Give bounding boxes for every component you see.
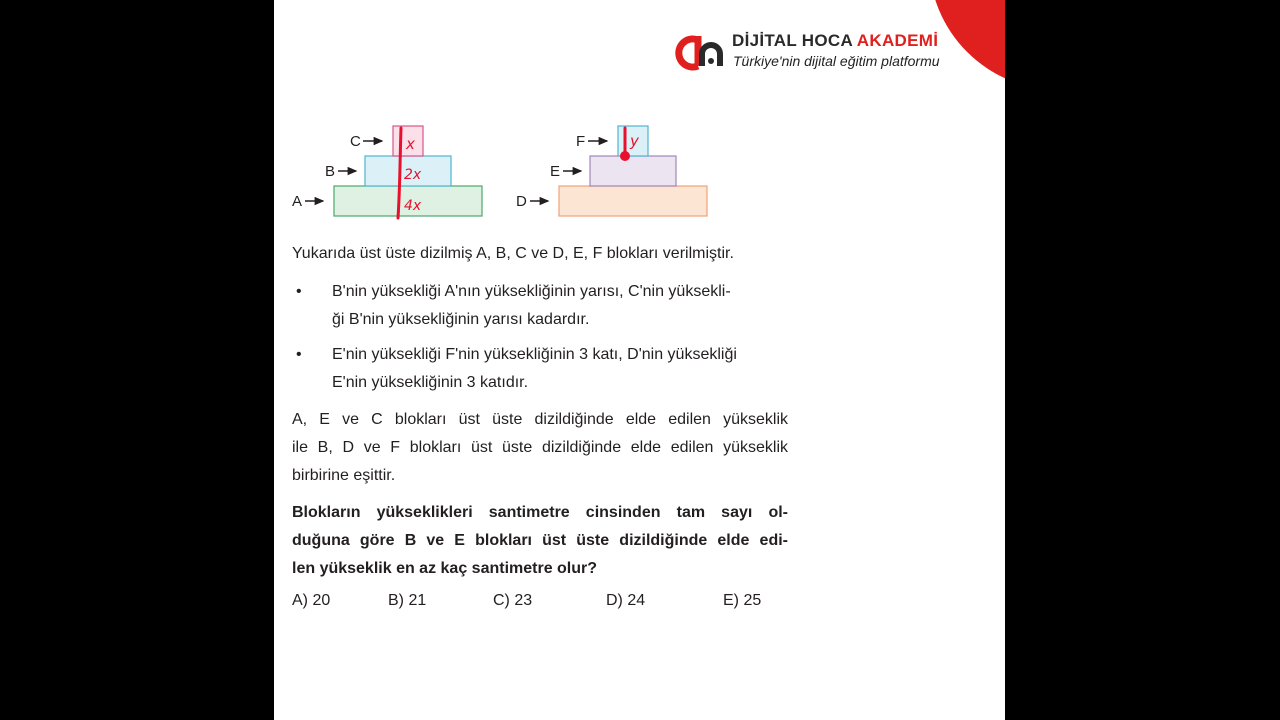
statement-line-1: A, E ve C blokları üst üste dizildiğinde elde edilen yükseklik [292,411,788,428]
label-e: E [550,163,561,180]
choice-d[interactable]: D) 24 [606,592,646,609]
brand-name [732,31,938,51]
bullet-1-dot: • [296,283,302,300]
block-e [590,156,676,186]
left-block-stack [292,126,482,218]
worksheet-page [274,0,1005,720]
choice-e[interactable]: E) 25 [723,592,762,609]
choice-c[interactable]: C) 23 [493,592,533,609]
choice-a[interactable]: A) 20 [292,592,331,609]
bullet-2 [332,341,788,397]
label-a: A [292,193,303,210]
intro-text: Yukarıda üst üste dizilmiş A, B, C ve D, E, F blokları verilmiştir. [292,245,734,262]
dh-logo-icon [674,30,724,74]
bullet-2-line-1: E'nin yüksekliği F'nin yüksekliğinin 3 katı, D'nin yüksekliği [332,346,737,363]
choice-b[interactable]: B) 21 [388,592,427,609]
ink-x: x [406,135,415,153]
bullet-2-dot: • [296,346,302,363]
bullet-1 [332,278,788,334]
question-text [292,499,788,583]
corner-decoration [929,0,1005,90]
ink-4x: 4x [404,198,422,214]
label-f: F [576,133,586,150]
brand-name-main: DİJİTAL HOCA [732,31,857,50]
ink-y: y [630,132,639,150]
label-b: B [325,163,336,180]
label-d: D [516,193,527,210]
label-c: C [350,133,361,150]
statement-text [292,406,788,490]
block-figures [274,118,794,228]
ink-2x: 2x [404,167,422,183]
bullet-1-line-2: ği B'nin yüksekliğinin yarısı kadardır. [332,311,590,328]
brand-tagline: Türkiye'nin dijital eğitim platformu [733,53,940,69]
question-line-3: len yükseklik en az kaç santimetre olur? [292,560,598,577]
bullet-2-line-2: E'nin yüksekliğinin 3 katıdır. [332,374,529,391]
right-block-stack [516,126,707,216]
question-line-2: duğuna göre B ve E blokları üst üste dizildiğinde elde edi- [292,532,788,549]
ink-dot [620,151,630,161]
question-line-1: Blokların yükseklikleri santimetre cinsinden tam sayı ol- [292,504,788,521]
block-d [559,186,707,216]
statement-line-3: birbirine eşittir. [292,467,396,484]
brand-name-accent: AKADEMİ [856,31,939,50]
statement-line-2: ile B, D ve F blokları üst üste dizildiğinde elde edilen yükseklik [292,439,788,456]
bullet-1-line-1: B'nin yüksekliği A'nın yüksekliğinin yarısı, C'nin yüksekli- [332,283,731,300]
